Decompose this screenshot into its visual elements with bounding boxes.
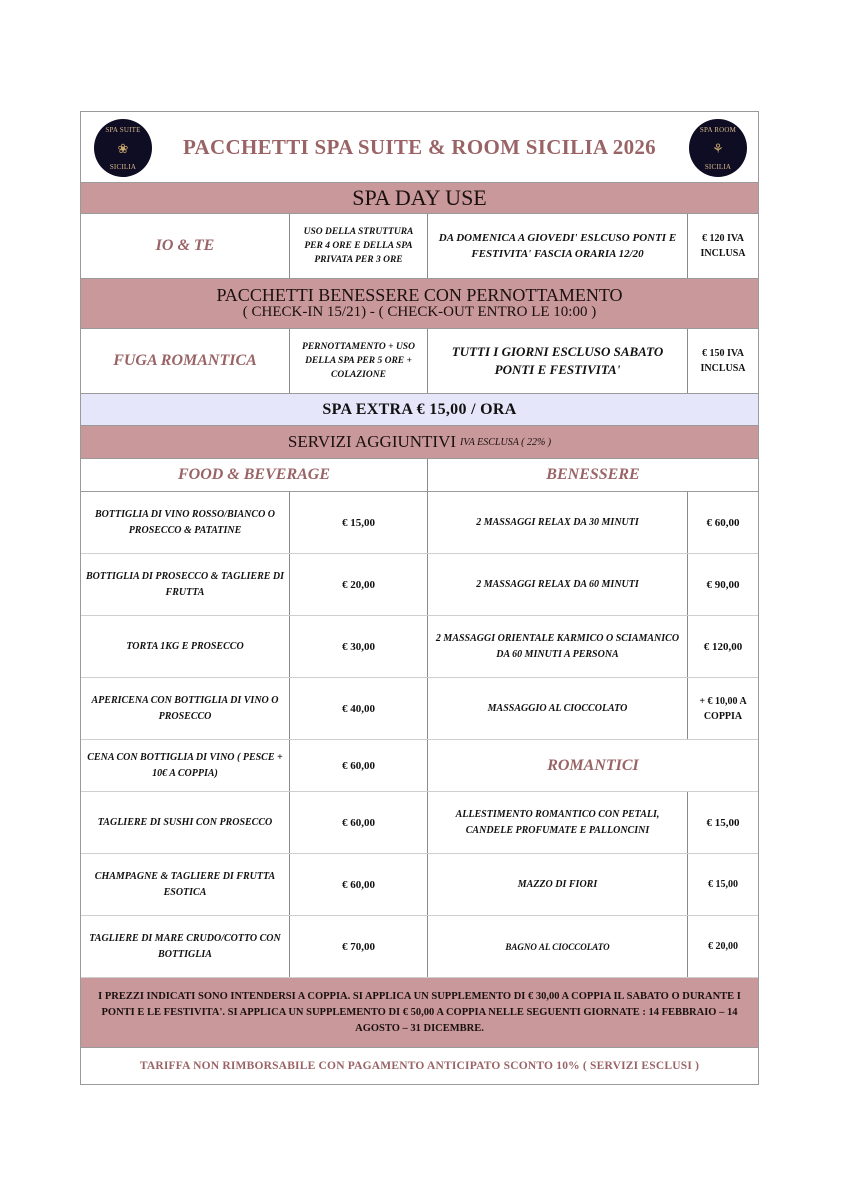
tariff-note-text: TARIFFA NON RIMBORSABILE CON PAGAMENTO ANTICIPATO SCONTO 10% ( SERVIZI ESCLUSI ): [139, 1060, 700, 1072]
food-item-name: TORTA 1KG E PROSECCO: [81, 616, 290, 677]
food-item-price: € 60,00: [290, 792, 428, 853]
food-item-name: TAGLIERE DI SUSHI CON PROSECCO: [81, 792, 290, 853]
romantic-header: ROMANTICI: [547, 756, 639, 774]
day-use-title: SPA DAY USE: [352, 185, 487, 210]
spa-extra-band: [81, 394, 758, 426]
romantic-item-name: MAZZO DI FIORI: [428, 854, 688, 915]
package-price: € 150 IVA INCLUSA: [700, 348, 746, 374]
day-use-band: [81, 183, 758, 214]
services-subheader: [81, 459, 758, 492]
service-row: [81, 492, 758, 554]
food-item-price: € 70,00: [290, 916, 428, 977]
tariff-note: [81, 1048, 758, 1084]
spa-extra-text: SPA EXTRA € 15,00 / ORA: [322, 400, 517, 418]
wellness-item-price: + € 10,00 A COPPIA: [699, 695, 747, 722]
wellness-item-name: 2 MASSAGGI ORIENTALE KARMICO O SCIAMANICO DA 60 MINUTI A PERSONA: [428, 616, 688, 677]
lotus-icon: ⚘: [712, 140, 724, 156]
package-availability: DA DOMENICA A GIOVEDI' ESLCUSO PONTI E FESTIVITA' FASCIA ORARIA 12/20: [428, 214, 688, 278]
pricing-note: [81, 978, 758, 1048]
food-item-price: € 60,00: [290, 740, 428, 791]
service-row: [81, 678, 758, 740]
logo-left-bottom: SICILIA: [109, 163, 137, 171]
romantic-item-name: BAGNO AL CIOCCOLATO: [428, 916, 688, 977]
services-band: [81, 426, 758, 459]
page-title: PACCHETTI SPA SUITE & ROOM SICILIA 2026: [182, 134, 656, 159]
service-row: [81, 792, 758, 854]
spa-room-logo: [689, 119, 747, 177]
package-name: FUGA ROMANTICA: [81, 329, 290, 393]
services-title: SERVIZI AGGIUNTIVI: [287, 432, 457, 451]
package-price: € 120 IVA INCLUSA: [700, 233, 746, 259]
overnight-band: [81, 279, 758, 329]
romantic-item-price: € 20,00: [708, 941, 738, 952]
package-name: IO & TE: [81, 214, 290, 278]
logo-left-top: SPA SUITE: [105, 126, 141, 134]
wellness-item-name: MASSAGGIO AL CIOCCOLATO: [428, 678, 688, 739]
food-item-price: € 40,00: [290, 678, 428, 739]
food-item-price: € 60,00: [290, 854, 428, 915]
logo-right-bottom: SICILIA: [704, 163, 732, 171]
food-item-name: CHAMPAGNE & TAGLIERE DI FRUTTA ESOTICA: [81, 854, 290, 915]
food-item-name: CENA CON BOTTIGLIA DI VINO ( PESCE + 10€ A COPPIA): [81, 740, 290, 791]
package-description: PERNOTTAMENTO + USO DELLA SPA PER 5 ORE + COLAZIONE: [290, 329, 428, 393]
price-sheet: [80, 111, 759, 1085]
wellness-item-price: € 90,00: [706, 578, 740, 591]
pricing-note-text: I PREZZI INDICATI SONO INTENDERSI A COPPIA. SI APPLICA UN SUPPLEMENTO DI € 30,00 A COPPIA IL SABATO O DURANTE I PONTI E LE FESTIVITA'. SI APPLICA UN SUPPLEMENTO DI € 50,00 A COPPIA NELLE SEGUENTI GIORNATE : 14 FEBBRAIO – 14 AGOSTO – 31 DICEMBRE.: [98, 990, 741, 1034]
wellness-item-price: € 120,00: [703, 640, 743, 653]
wellness-item-price: € 60,00: [706, 516, 740, 529]
service-row: [81, 616, 758, 678]
spa-suite-logo: [94, 119, 152, 177]
package-description: USO DELLA STRUTTURA PER 4 ORE E DELLA SPA PRIVATA PER 3 ORE: [290, 214, 428, 278]
service-row: [81, 554, 758, 616]
wellness-item-name: 2 MASSAGGI RELAX DA 30 MINUTI: [428, 492, 688, 553]
service-row: [81, 740, 758, 792]
food-item-price: € 15,00: [290, 492, 428, 553]
romantic-item-price: € 15,00: [708, 879, 738, 890]
package-row-io-e-te: [81, 214, 758, 279]
food-header: FOOD & BEVERAGE: [81, 459, 428, 491]
lotus-icon: ❀: [117, 140, 129, 156]
services-vat-note: IVA ESCLUSA ( 22% ): [460, 436, 552, 448]
romantic-item-price: € 15,00: [706, 816, 740, 829]
package-row-fuga-romantica: [81, 329, 758, 394]
service-row: [81, 854, 758, 916]
wellness-header: BENESSERE: [546, 466, 640, 483]
service-row: [81, 916, 758, 978]
logo-right-top: SPA ROOM: [699, 126, 737, 134]
romantic-item-name: ALLESTIMENTO ROMANTICO CON PETALI, CANDELE PROFUMATE E PALLONCINI: [428, 792, 688, 853]
food-item-name: BOTTIGLIA DI VINO ROSSO/BIANCO O PROSECCO & PATATINE: [81, 492, 290, 553]
wellness-item-name: 2 MASSAGGI RELAX DA 60 MINUTI: [428, 554, 688, 615]
food-item-price: € 30,00: [290, 616, 428, 677]
overnight-title: PACCHETTI BENESSERE CON PERNOTTAMENTO: [216, 284, 623, 305]
food-item-name: BOTTIGLIA DI PROSECCO & TAGLIERE DI FRUTTA: [81, 554, 290, 615]
food-item-name: TAGLIERE DI MARE CRUDO/COTTO CON BOTTIGLIA: [81, 916, 290, 977]
food-item-name: APERICENA CON BOTTIGLIA DI VINO O PROSECCO: [81, 678, 290, 739]
sheet-header: [81, 112, 758, 183]
food-item-price: € 20,00: [290, 554, 428, 615]
overnight-subtitle: ( CHECK-IN 15/21) - ( CHECK-OUT ENTRO LE 10:00 ): [242, 303, 597, 320]
package-availability: TUTTI I GIORNI ESCLUSO SABATO PONTI E FESTIVITA': [428, 329, 688, 393]
